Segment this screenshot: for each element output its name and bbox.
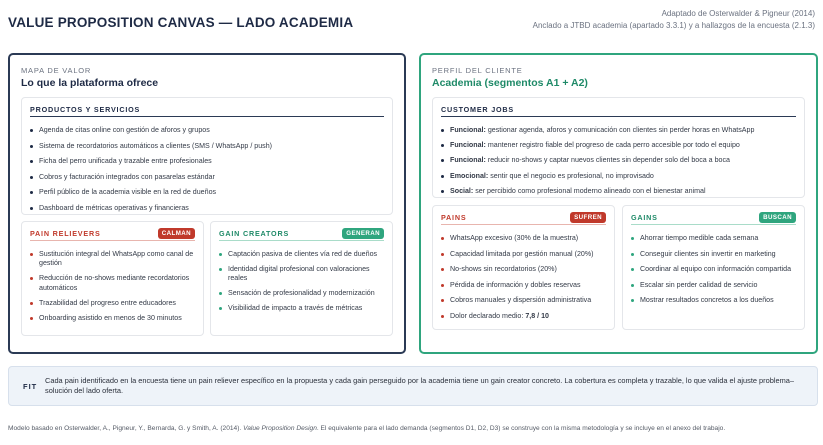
customer-jobs-list [441,126,796,196]
customer-profile-kicker: PERFIL DEL CLIENTE [432,66,523,75]
bullet-icon [441,159,444,162]
list-item [441,187,796,196]
pains-badge: SUFREN [570,212,606,223]
bullet-icon [631,284,634,287]
bullet-icon [631,268,634,271]
bullet-icon [441,175,444,178]
gain-creators-box [210,221,393,336]
list-item [219,304,384,313]
list-item [631,265,796,274]
job-type: Funcional: [450,156,486,165]
list-item [441,265,606,274]
list-item [631,250,796,259]
pain-relievers-list [30,250,195,323]
pain-relievers-label: PAIN RELIEVERS [30,229,101,238]
list-item [30,274,195,293]
customer-jobs-divider [441,116,796,117]
list-item-text: Coordinar al equipo con información compartida [640,265,792,274]
pains-label: PAINS [441,213,467,222]
customer-profile-panel [419,53,818,354]
list-item [219,265,384,284]
list-item [631,234,796,243]
source-line-1: Adaptado de Osterwalder & Pigneur (2014) [661,9,815,18]
customer-profile-title: Academia (segmentos A1 + A2) [432,77,588,89]
bullet-icon [30,277,33,280]
bullet-icon [631,299,634,302]
bullet-icon [30,317,33,320]
list-item [30,157,384,166]
list-item-text: reducir no-shows y captar nuevos clientes sin depender solo del boca a boca [485,156,730,165]
list-item [441,234,606,243]
footer-book-title: Value Proposition Design [243,425,317,432]
bullet-icon [30,253,33,256]
bullet-icon [441,268,444,271]
list-item-text: Ficha del perro unificada y trazable entre profesionales [39,157,212,166]
bullet-icon [30,176,33,179]
bullet-icon [441,237,444,240]
fit-label: FIT [23,382,38,391]
customer-jobs-label: CUSTOMER JOBS [441,105,514,114]
gain-creators-badge: GENERAN [342,228,384,239]
list-item [30,314,195,323]
gain-creators-divider [219,240,384,241]
bullet-icon [30,129,33,132]
list-item-text: Onboarding asistido en menos de 30 minutos [39,313,182,322]
value-map-panel [8,53,406,354]
job-type: Emocional: [450,171,489,180]
list-item-text: Sistema de recordatorios automáticos a clientes (SMS / WhatsApp / push) [39,141,273,150]
list-item [30,142,384,151]
source-note [533,8,815,32]
bullet-icon [441,315,444,318]
list-item [441,126,796,135]
list-item-text: Capacidad limitada por gestión manual (20%) [450,249,594,258]
gains-box [622,205,805,330]
list-item [631,281,796,290]
list-item [441,312,606,321]
gain-creators-list [219,250,384,314]
list-item [30,126,384,135]
list-item-text: Mostrar resultados concretos a los dueños [640,296,774,305]
bullet-icon [30,207,33,210]
page-title: VALUE PROPOSITION CANVAS — LADO ACADEMIA [8,15,354,30]
footer-suffix: . El equivalente para el lado demanda (segmentos D1, D2, D3) se construye con la misma metodología y se incluye en el anexo del trabajo. [316,425,726,432]
bullet-icon [441,190,444,193]
list-item-text: Escalar sin perder calidad de servicio [640,280,758,289]
list-item-text: Cobros y facturación integrados con pasarelas estándar [39,172,215,181]
pain-score-label: Dolor declarado medio: [450,311,526,320]
products-services-box [21,97,393,215]
products-services-label: PRODUCTOS Y SERVICIOS [30,105,141,114]
list-item [30,250,195,269]
list-item-text: Captación pasiva de clientes vía red de dueños [228,250,378,258]
gains-list [631,234,796,306]
gains-badge: BUSCAN [759,212,796,223]
list-item-text: Sensación de profesionalidad y modernización [228,289,375,298]
fit-text: Cada pain identificado en la encuesta tiene un pain reliever específico en la propuesta y cada gain perseguido por la academia tiene un gain creator concreto. La cobertura es completa y trazable, lo que valida el ajuste problema–solución del lado oferta. [45,376,794,395]
source-line-2: Anclado a JTBD academia (apartado 3.3.1) y a hallazgos de la encuesta (2.1.3) [532,21,815,30]
list-item [219,289,384,298]
list-item-text: sentir que el negocio es profesional, no improvisado [488,171,654,180]
list-item-text: mantener registro fiable del progreso de cada perro accesible por todo el equipo [485,141,740,150]
list-item [30,188,384,197]
list-item-text: Reducción de no-shows mediante recordatorios automáticos [39,274,190,292]
list-item-text: Dashboard de métricas operativas y financieras [39,203,189,212]
customer-jobs-box [432,97,805,198]
list-item-text: No-shows sin recordatorios (20%) [450,265,557,274]
pain-score-value: 7,8 / 10 [525,311,549,320]
list-item-text: Trazabilidad del progreso entre educadores [39,298,176,307]
pain-relievers-divider [30,240,195,241]
gains-label: GAINS [631,213,658,222]
bullet-icon [219,307,222,310]
list-item [441,250,606,259]
list-item-text: Cobros manuales y dispersión administrativa [450,296,592,305]
bullet-icon [219,292,222,295]
gains-divider [631,224,796,225]
footer-note [8,425,725,432]
job-type: Funcional: [450,141,486,150]
bullet-icon [30,145,33,148]
job-type: Funcional: [450,126,486,134]
gain-creators-label: GAIN CREATORS [219,229,290,238]
fit-callout [8,366,818,406]
bullet-icon [441,299,444,302]
list-item [441,141,796,150]
list-item-text: Sustitución integral del WhatsApp como canal de gestión [39,250,194,268]
list-item-text: Pérdida de información y dobles reservas [450,280,581,289]
footer-prefix: Modelo basado en Osterwalder, A., Pigneur, Y., Bernarda, G. y Smith, A. (2014). [8,425,244,432]
products-services-divider [30,116,384,117]
bullet-icon [441,144,444,147]
pains-divider [441,224,606,225]
bullet-icon [30,160,33,163]
bullet-icon [219,253,222,256]
list-item [631,296,796,305]
list-item [441,281,606,290]
list-item [441,172,796,181]
bullet-icon [441,284,444,287]
value-map-title: Lo que la plataforma ofrece [21,77,159,89]
bullet-icon [441,129,444,132]
pain-relievers-badge: CALMAN [158,228,195,239]
bullet-icon [631,253,634,256]
list-item-text: Conseguir clientes sin invertir en marketing [640,249,776,258]
list-item-text: Visibilidad de impacto a través de métricas [228,304,363,313]
bullet-icon [219,268,222,271]
header [8,8,815,42]
list-item [30,173,384,182]
bullet-icon [631,237,634,240]
job-type: Social: [450,186,474,195]
pain-relievers-box [21,221,204,336]
pains-box [432,205,615,330]
list-item-text: ser percibido como profesional moderno alineado con el bienestar animal [473,186,706,195]
list-item-text: Identidad digital profesional con valoraciones reales [228,264,370,283]
list-item-text: Perfil público de la academia visible en la red de dueños [39,188,217,197]
list-item-text: Ahorrar tiempo medible cada semana [640,234,759,242]
bullet-icon [441,253,444,256]
list-item [441,156,796,165]
bullet-icon [30,302,33,305]
products-services-list [30,126,384,213]
pains-list [441,234,606,321]
list-item-text: Agenda de citas online con gestión de aforos y grupos [39,126,210,134]
bullet-icon [30,191,33,194]
list-item-text: gestionar agenda, aforos y comunicación con clientes sin perder horas en WhatsApp [485,126,755,134]
value-map-kicker: MAPA DE VALOR [21,66,92,75]
list-item [30,204,384,213]
list-item [30,299,195,308]
list-item [441,296,606,305]
list-item [219,250,384,259]
list-item-text: WhatsApp excesivo (30% de la muestra) [450,234,579,242]
